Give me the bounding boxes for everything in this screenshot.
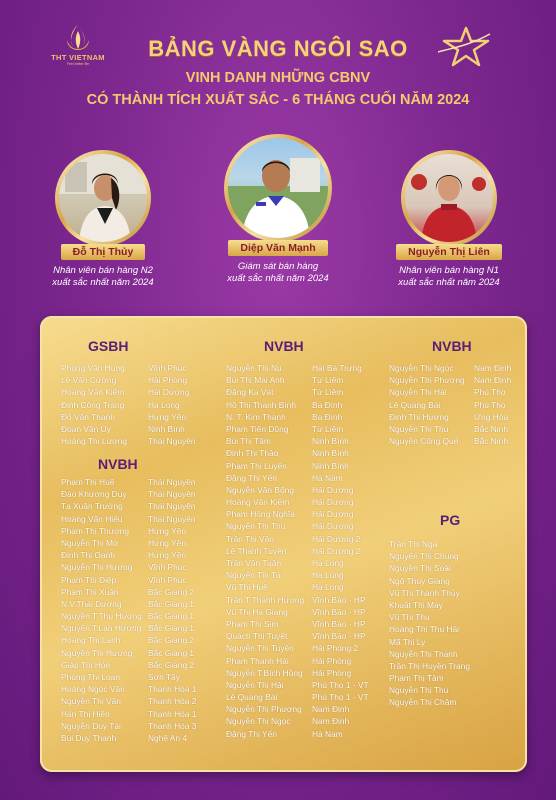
employee-name: Nguyễn Văn Bổng — [226, 484, 294, 495]
employee-name: Đỗ Văn Thanh — [61, 411, 115, 422]
employee-name: Vũ Thị Huệ — [226, 582, 268, 593]
employee-area: Vĩnh Bảo - HP — [312, 631, 366, 642]
employee-name: Nguyễn Thị Mơ — [61, 537, 119, 548]
employee-area: Thanh Hóa 1 — [148, 708, 197, 719]
employee-area: Hải Phòng — [312, 667, 352, 678]
employee-area: Hải Phòng — [312, 655, 352, 666]
employee-name: Nguyễn Thị Hải — [226, 679, 284, 690]
employee-name: Trần T.Thanh Hương — [226, 594, 305, 605]
nvbh2-name-list — [226, 362, 304, 740]
gsbh-area-list — [148, 362, 196, 447]
employee-name: Trần Thị Huyền Trang — [389, 660, 470, 671]
honoree-name: Nguyễn Thị Liên — [396, 244, 502, 260]
employee-name: Phạm Thị Tâm — [389, 673, 444, 684]
employee-area: Hà Nam — [312, 728, 343, 739]
employee-name: Phạm Thị Xuân — [61, 586, 119, 597]
employee-area: Hai Bà Trưng — [312, 363, 362, 373]
employee-name: Hoàng Văn Kiệm — [226, 497, 290, 508]
employee-area: Ba Đình — [312, 411, 343, 422]
employee-area: Ba Đình — [312, 399, 343, 410]
employee-name: Nguyễn Thị Thu — [389, 423, 449, 434]
employee-name: Hán Thị Hiền — [61, 708, 110, 719]
employee-name: Nguyễn T.Lan Hương — [61, 623, 142, 634]
employee-name: Nguyễn Thị Hương — [61, 562, 133, 573]
employee-area: Sơn Tây — [148, 672, 180, 682]
employee-name: N. T. Kim Thanh — [226, 411, 286, 422]
employee-area: Hưng Yên — [148, 550, 187, 561]
employee-name: Quách Thị Tuyết — [226, 631, 288, 642]
employee-area: Bắc Giang 2 — [148, 659, 195, 670]
employee-area: Hải Dương — [312, 497, 354, 508]
employee-area: Vĩnh Bảo - HP — [312, 606, 366, 617]
employee-area: Ứng Hòa — [474, 411, 509, 422]
employee-name: Hoàng Thị Thu Hải — [389, 624, 459, 635]
employee-area: Vĩnh Phúc — [148, 363, 187, 373]
employee-area: Hải Phòng 2 — [312, 643, 359, 654]
employee-name: Nguyễn Thị Ngọc — [389, 363, 454, 373]
employee-area: Vĩnh Phúc — [148, 574, 187, 585]
employee-area: Nam Định — [312, 716, 350, 727]
employee-name: Nguyễn Thị Hương — [61, 647, 133, 658]
honoree-role-line-1: Giám sát bán hàng — [237, 261, 319, 272]
employee-area: Bắc Ninh — [474, 436, 508, 447]
employee-name: Bùi Duy Thanh — [61, 732, 117, 743]
employee-area: Thái Nguyên — [148, 489, 196, 500]
employee-area: Hà Nam — [312, 472, 343, 483]
employee-area: Phú Thọ 1 - VT — [312, 679, 369, 690]
employee-name: Nguyễn Duy Tài — [61, 720, 121, 731]
employee-area: Hải Phòng — [148, 375, 188, 386]
employee-name: Đặng Ka Vát — [226, 387, 274, 398]
honoree-name: Đỗ Thị Thủy — [61, 244, 146, 260]
employee-area: Hải Dương — [148, 387, 190, 398]
employee-name: Giáp Thị Hòe — [61, 659, 111, 670]
employee-name: Nguyễn Thị Tuyến — [226, 643, 294, 654]
employee-name: Nguyễn Thị Tú — [226, 570, 281, 581]
employee-name: Đặng Thị Yến — [226, 728, 277, 739]
employee-name: Nguyễn T.Thu Hương — [61, 611, 142, 622]
honoree-role-line-1: Nhân viên bán hàng N1 — [399, 265, 499, 276]
employee-area: Phú Thọ 1 - VT — [312, 692, 369, 703]
honoree-role-line-1: Nhân viên bán hàng N2 — [53, 265, 153, 276]
employee-area: Phú Thọ — [474, 399, 506, 410]
section-title-nvbh-2: NVBH — [264, 338, 304, 354]
employee-name: Nguyễn Thị Ngọc — [226, 716, 291, 727]
pg-name-list — [389, 538, 470, 709]
employee-area: Hạ Long — [312, 558, 344, 568]
nvbh1-name-list — [61, 476, 142, 744]
employee-name: Trần Văn Tuân — [226, 558, 282, 568]
employee-area: Phú Thọ — [474, 387, 506, 398]
employee-area: Vĩnh Bảo - HP — [312, 618, 366, 629]
employee-name: Đinh Thị Thảo — [226, 448, 279, 459]
employee-name: Phạm Thị Huệ — [61, 477, 115, 487]
employee-name: Nguyễn Thị Chung — [389, 551, 459, 562]
employee-name: Đinh Thị Hương — [389, 411, 449, 422]
employee-name: Lê Thanh Tuyền — [226, 545, 287, 556]
section-title-nvbh-3: NVBH — [432, 338, 472, 354]
employee-area: Từ Liêm — [312, 375, 344, 386]
employee-name: Đinh Thị Oanh — [61, 550, 115, 561]
logo-name: THT VIETNAM — [51, 53, 105, 62]
employee-area: Thái Nguyên — [148, 436, 196, 447]
employee-name: Trần Thị Vân — [226, 533, 274, 544]
employee-name: Hoàng Văn Kiểm — [61, 387, 125, 398]
page-title: BẢNG VÀNG NGÔI SAO — [148, 36, 408, 61]
employee-area: Thái Nguyên — [148, 477, 196, 487]
employee-name: Phạm Thanh Hải — [226, 655, 289, 666]
employee-name: Phạm Thị Thương — [61, 525, 130, 536]
employee-name: Bùi Thị Mai Anh — [226, 375, 285, 386]
employee-area: Hưng Yên — [148, 537, 187, 548]
employee-area: Hải Dương 2 — [312, 545, 361, 556]
avatar-frame — [224, 134, 332, 242]
employee-area: Từ Liêm — [312, 387, 344, 398]
employee-area: Hải Dương 2 — [312, 533, 361, 544]
nvbh3-area-list — [474, 362, 511, 447]
employee-area: Bắc Giang 1 — [148, 611, 195, 622]
employee-area: Nam Định — [474, 363, 512, 373]
employee-name: Hoàng Ngọc Văn — [61, 684, 125, 695]
employee-name: Phùng Thị Loan — [61, 672, 120, 682]
employee-name: Lê Văn Cường — [61, 375, 117, 386]
honoree-card-1 — [48, 150, 158, 289]
employee-name: Lê Quang Bái — [389, 399, 441, 410]
employee-name: Vũ Thị Thu — [389, 612, 430, 623]
employee-area: Hạ Long — [312, 570, 344, 581]
nvbh1-area-list — [148, 476, 196, 744]
employee-name: Nguyễn Công Quế — [389, 436, 459, 447]
honoree-card-2 — [220, 134, 336, 285]
gsbh-name-list — [61, 362, 127, 447]
employee-area: Thanh Hóa 2 — [148, 696, 197, 707]
honor-board — [40, 316, 527, 772]
employee-area: Ninh Bình — [312, 436, 349, 447]
employee-name: Bùi Thị Tâm — [226, 436, 271, 447]
honoree-name: Diệp Văn Mạnh — [228, 240, 327, 256]
employee-name: Mã Thị Ly — [389, 636, 426, 647]
employee-name: Tạ Xuân Trường — [61, 501, 123, 512]
employee-area: Bắc Ninh — [474, 423, 508, 434]
employee-name: Khuất Thị May — [389, 599, 443, 610]
employee-area: Bắc Giang 1 — [148, 598, 195, 609]
employee-area: Hải Dương — [312, 484, 354, 495]
employee-name: Nguyễn T.Bích Hồng — [226, 667, 303, 678]
employee-name: Vũ Thị Thanh Thủy — [389, 587, 460, 598]
employee-area: Hạ Long — [148, 399, 180, 410]
employee-area: Ninh Bình — [312, 448, 349, 459]
honoree-role — [48, 265, 158, 289]
employee-name: Nguyễn Thị Phượng — [226, 704, 302, 715]
employee-name: Vũ Thị Hà Giang — [226, 606, 288, 617]
avatar — [59, 154, 147, 242]
employee-area: Từ Liêm — [312, 423, 344, 434]
avatar-frame — [401, 150, 497, 246]
employee-name: Nguyễn Thị Thu — [226, 521, 286, 532]
employee-area: Nam Định — [474, 375, 512, 386]
avatar-frame — [55, 150, 151, 246]
employee-name: Nguyễn Thị Phượng — [389, 375, 465, 386]
employee-name: Nguyễn Thị Hải — [389, 387, 447, 398]
employee-name: Hồ Thị Thanh Bình — [226, 399, 296, 410]
employee-name: Lê Quang Bái — [226, 692, 278, 703]
honoree-role-line-2: xuất sắc nhất năm 2024 — [52, 277, 154, 288]
employee-area: Vĩnh Bảo - HP — [312, 594, 366, 605]
employee-name: Phạm Thị Diệp — [61, 574, 117, 585]
employee-name: Đinh Công Trang — [61, 399, 125, 410]
employee-area: Bắc Giang 1 — [148, 623, 195, 634]
employee-name: Phạm Thị Luyến — [226, 460, 287, 471]
employee-area: Hải Dương — [312, 509, 354, 520]
honoree-role — [394, 265, 504, 289]
employee-area: Vĩnh Phúc — [148, 562, 187, 573]
employee-name: Hoàng Thị Lành — [61, 635, 121, 646]
employee-area: Hạ Long — [312, 582, 344, 593]
employee-name: Nguyễn Thị Nụ — [226, 363, 282, 373]
nvbh2-area-list — [312, 362, 369, 740]
nvbh3-name-list — [389, 362, 465, 447]
honoree-role-line-2: xuất sắc nhất năm 2024 — [398, 277, 500, 288]
employee-name: Nguyễn Thị Soài — [389, 563, 451, 574]
subtitle-line-1: VINH DANH NHỮNG CBNV — [185, 70, 371, 86]
employee-area: Nam Định — [312, 704, 350, 715]
star-icon — [438, 26, 492, 68]
employee-name: Hoàng Thị Lương — [61, 436, 127, 447]
employee-area: Ninh Bình — [312, 460, 349, 471]
employee-name: Đoàn Văn Úy — [61, 423, 111, 434]
employee-name: Phạm Tiến Dũng — [226, 423, 289, 434]
employee-name: Đào Khương Duy — [61, 489, 127, 500]
employee-area: Thanh Hóa 1 — [148, 684, 197, 695]
employee-area: Hưng Yên — [148, 525, 187, 536]
employee-area: Thái Nguyên — [148, 501, 196, 512]
employee-area: Thái Nguyên — [148, 513, 196, 524]
logo-slogan: Feel better life — [66, 62, 90, 66]
honoree-role-line-2: xuất sắc nhất năm 2024 — [227, 273, 329, 284]
section-title-nvbh-1: NVBH — [98, 456, 138, 472]
honoree-card-3 — [394, 150, 504, 289]
employee-area: Nghệ An 4 — [148, 732, 188, 743]
employee-area: Bắc Giang 2 — [148, 586, 195, 597]
employee-name: Đặng Thị Yến — [226, 472, 277, 483]
subtitle-line-2: CÓ THÀNH TÍCH XUẤT SẮC - 6 THÁNG CUỐI NĂM 2024 — [86, 92, 470, 108]
section-title-gsbh: GSBH — [88, 338, 129, 354]
employee-area: Hải Dương — [312, 521, 354, 532]
employee-name: Nguyễn Thị Châm — [389, 697, 457, 708]
employee-name: Phùng Văn Hùng — [61, 363, 125, 373]
section-title-pg: PG — [440, 512, 461, 528]
employee-area: Thanh Hóa 3 — [148, 720, 197, 731]
employee-area: Hưng Yên — [148, 411, 187, 422]
avatar — [405, 154, 493, 242]
employee-area: Ninh Bình — [148, 423, 185, 434]
employee-name: Nguyễn Thị Thanh — [389, 648, 458, 659]
employee-name: Nguyễn Thị Vân — [61, 696, 121, 707]
employee-area: Bắc Giang 2 — [148, 635, 195, 646]
employee-name: Phạm Hồng Nghĩa — [226, 509, 295, 520]
employee-name: Phạm Thị Sim — [226, 618, 279, 629]
employee-name: Ngô Thúy Giang — [389, 575, 450, 586]
employee-area: Bắc Giang 1 — [148, 647, 195, 658]
employee-name: N.V.Thái Dương — [61, 598, 122, 609]
employee-name: Hoàng Văn Hiếu — [61, 513, 123, 524]
employee-name: Nguyễn Thị Thu — [389, 685, 449, 696]
honoree-role — [220, 261, 336, 285]
avatar — [228, 138, 328, 238]
employee-name: Trần Thị Nga — [389, 539, 438, 549]
